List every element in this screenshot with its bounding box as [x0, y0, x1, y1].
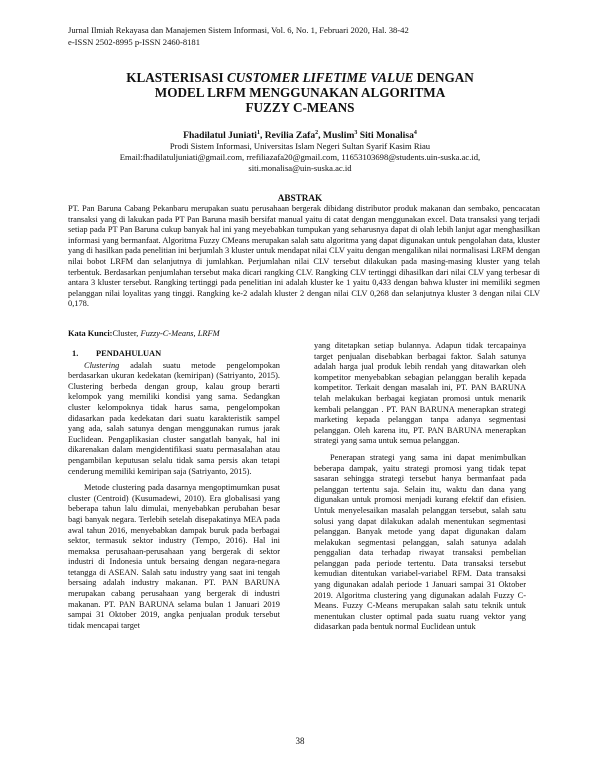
- affiliation-line: Prodi Sistem Informasi, Universitas Islam Negeri Sultan Syarif Kasim Riau: [169, 141, 431, 151]
- title-part-1: KLASTERISASI: [126, 70, 227, 85]
- email-line-2: siti.monalisa@uin-suska.ac.id: [248, 163, 352, 173]
- email-line-1: Email:fhadilatuljuniati@gmail.com, rrefiliazafa20@gmail.com, 11653103698@students.uin-suska.ac.id,: [119, 152, 481, 162]
- left-paragraph-1-text: adalah suatu metode pengelompokan berdasarkan ukuran kedekatan (kemiripan) (Satriyanto, 2015). Clustering berbeda dengan group, kalau group berarti kelompok yang memiliki kondisi yang sama. Sedangkan cluster kelompoknya tidak harus sama, pengelompokan didasarkan pada kedekatan dari suatu karakteristik sampel yang ada, salah satunya dengan menggunakan rumus jarak Euclidean. Pengaplikasian cluster sangatlah banyak, hal ini dikarenakan dalam mengidentifikasi suatu permasalahan atau pengambilan keputusan selalu tidak sama persis akan tetapi cenderung memiliki kemiripan saja (Satriyanto, 2015).: [68, 360, 280, 476]
- author-list: [60, 127, 540, 142]
- section-number: 1.: [72, 349, 79, 358]
- section-heading: [68, 349, 280, 360]
- title-line-2: MODEL LRFM MENGGUNAKAN ALGORITMA: [154, 85, 446, 100]
- page-number: 38: [295, 736, 305, 746]
- title-part-2-italic: CUSTOMER LIFETIME VALUE: [226, 70, 414, 85]
- title-line-3: FUZZY C-MEANS: [245, 100, 355, 115]
- author-2-sup: 2: [315, 130, 319, 136]
- right-paragraph-2: Penerapan strategi yang sama ini dapat menimbulkan beberapa dampak, yaitu strategi promosi yang tidak tepat sasaran sehingga strategi tersebut hanya bermanfaat pada pelanggan tertentu saja. Selain itu, waktu dan dana yang digunakan untuk promosi menjadi kurang efektif dan efisien. Untuk menyelesaikan masalah pelanggan tersebut, salah satu solusi yang dapat dilakukan adalah menentukan segmentasi pelanggan. Banyak metode yang dapat digunakan dalam melakukan segmentasi pelanggan, salah satunya adalah penggalian data terhadap riwayat transaksi pembelian pelanggan pada periode tertentu. Data transaksi tersebut kemudian ditentukan variabel-variabel RFM. Data transaksi yang digunakan adalah periode 1 Januari sampai 31 Oktober 2019. Algoritma clustering yang digunakan adalah Fuzzy C-Means. Fuzzy C-Means merupakan salah satu teknik untuk menentukan cluster optimal pada suatu ruang vektor yang didasarkan pada bentuk normal Euclidean untuk: [314, 452, 526, 632]
- left-paragraph-2: Metode clustering pada dasarnya mengoptimumkan pusat cluster (Centroid) (Kusumadewi, 2010). Era globalisasi yang beberapa tahun lalu dimulai, menyebabkan perubahan besar bagi banyak negara. Terlebih setelah disepakatinya MEA pada awal tahun 2016, menyebabkan dampak buruk pada berbagai sektor, termasuk sektor industry (Tempo, 2016). Hal ini memaksa perusahaan-perusahaan yang bergerak di sektor industri di Indonesia untuk bersaing dengan negara-negara tetangga di ASEAN. Salah satu industry yang saat ini tengah bersaing adalah industry makanan. PT. PAN BARUNA merupakan cabang perusahaan yang bergerak di industri makanan. PT. PAN BARUNA selama bulan 1 Januari 2019 sampai 31 Oktober 2019, angka penjualan produk tersebut tidak mencapai target: [68, 483, 280, 630]
- author-4: Siti Monalisa: [357, 130, 414, 141]
- journal-issn: e-ISSN 2502-8995 p-ISSN 2460-8181: [68, 37, 201, 47]
- abstract-heading: ABSTRAK: [277, 193, 323, 203]
- keywords: [68, 328, 540, 339]
- affiliation-block: [60, 141, 540, 174]
- section-title: PENDAHULUAN: [96, 349, 162, 358]
- author-3-sup: 3: [354, 130, 358, 136]
- journal-header: [68, 24, 548, 48]
- title-part-3: DENGAN: [413, 70, 474, 85]
- abstract-text: PT. Pan Baruna Cabang Pekanbaru merupakan suatu perusahaan bergerak dibidang distributor produk makanan dan sembako, pencacatan transaksi yang di lakukan pada PT Pan Baruna masih bersifat manual yaitu di catat dengan menggunakan excel. Data transaksi yang terjadi setiap pada PT Pan Baruna cukup banyak hal ini yang meyebabkan tumpukan yang seharusnya dapat di olah lebih lanjut agar menghasilkan informasi yang bermanfaat. Algoritma Fuzzy CMeans merupakan salah satu algoritma yang dapat digunakan untuk pengolahan data, kluster yang di hasilkan pada penelitian ini berjumlah 3 kluster untuk mendapat nilai CLV yaitu dengan mengalikan nilai normalisasi LRFM dengan nilai bobot LRFM dan selanjutnya di jumlahkan. Perjumlahan nilai CLV tersebut dilakukan pada masing-masing kluster yang telah terbentuk. Berdasarkan penjumlahan tersebut maka dicari rangking CLV. Rangking CLV tertinggi dihasilkan dari nilai CLV yang terbesar di antara 3 kluster tersebut. Rangking tertinggi pada penelitian ini adalah kluster ke 1 yaitu 0,433 dengan bahwa kluster ini memiliki segmen pelanggan nilai loyalitas yang tinggi. Rangking ke-2 adalah kluster 2 dengan nilai CLV 0,268 dan selanjutnya kluster 3 dengan nilai CLV 0,178.: [68, 204, 540, 309]
- keywords-plain: Cluster,: [112, 329, 141, 338]
- author-4-sup: 4: [413, 130, 417, 136]
- keywords-label: Kata Kunci:: [68, 329, 113, 338]
- paper-title: [60, 70, 540, 115]
- keywords-italic: Fuzzy-C-Means, LRFM: [140, 329, 220, 338]
- author-3: , Muslim: [318, 130, 355, 141]
- journal-citation: Jurnal Ilmiah Rekayasa dan Manajemen Sistem Informasi, Vol. 6, No. 1, Februari 2020, Hal. 38-42: [68, 25, 409, 35]
- left-column: [68, 349, 280, 631]
- right-column: [314, 341, 526, 633]
- title-line-1: [60, 70, 540, 85]
- author-1: Fhadilatul Juniati: [183, 130, 257, 141]
- left-paragraph-1: [68, 361, 280, 478]
- author-1-sup: 1: [256, 130, 260, 136]
- left-paragraph-1-italic: Clustering: [84, 360, 120, 370]
- author-2: , Revilia Zafa: [259, 130, 316, 141]
- right-paragraph-1: yang ditetapkan setiap bulannya. Adapun tidak tercapainya target penjualan disebabkan berbagai faktor. Salah satunya adalah harga jual produk lebih rendah yang ditawarkan oleh kompetitor menyebabkan sebagian pelanggan beralih kepada kompetitor. Terkait dengan masalah ini, PT. PAN BARUNA telah melakukan berbagai kegiatan promosi untuk menarik kembali pelanggan . PT. PAN BARUNA menerapkan strategi marketing kepada pelanggan tanpa adanya segmentasi pelanggan. Oleh karena itu, PT. PAN BARUNA menerapkan strategi yang sama untuk semua pelanggan.: [314, 341, 526, 446]
